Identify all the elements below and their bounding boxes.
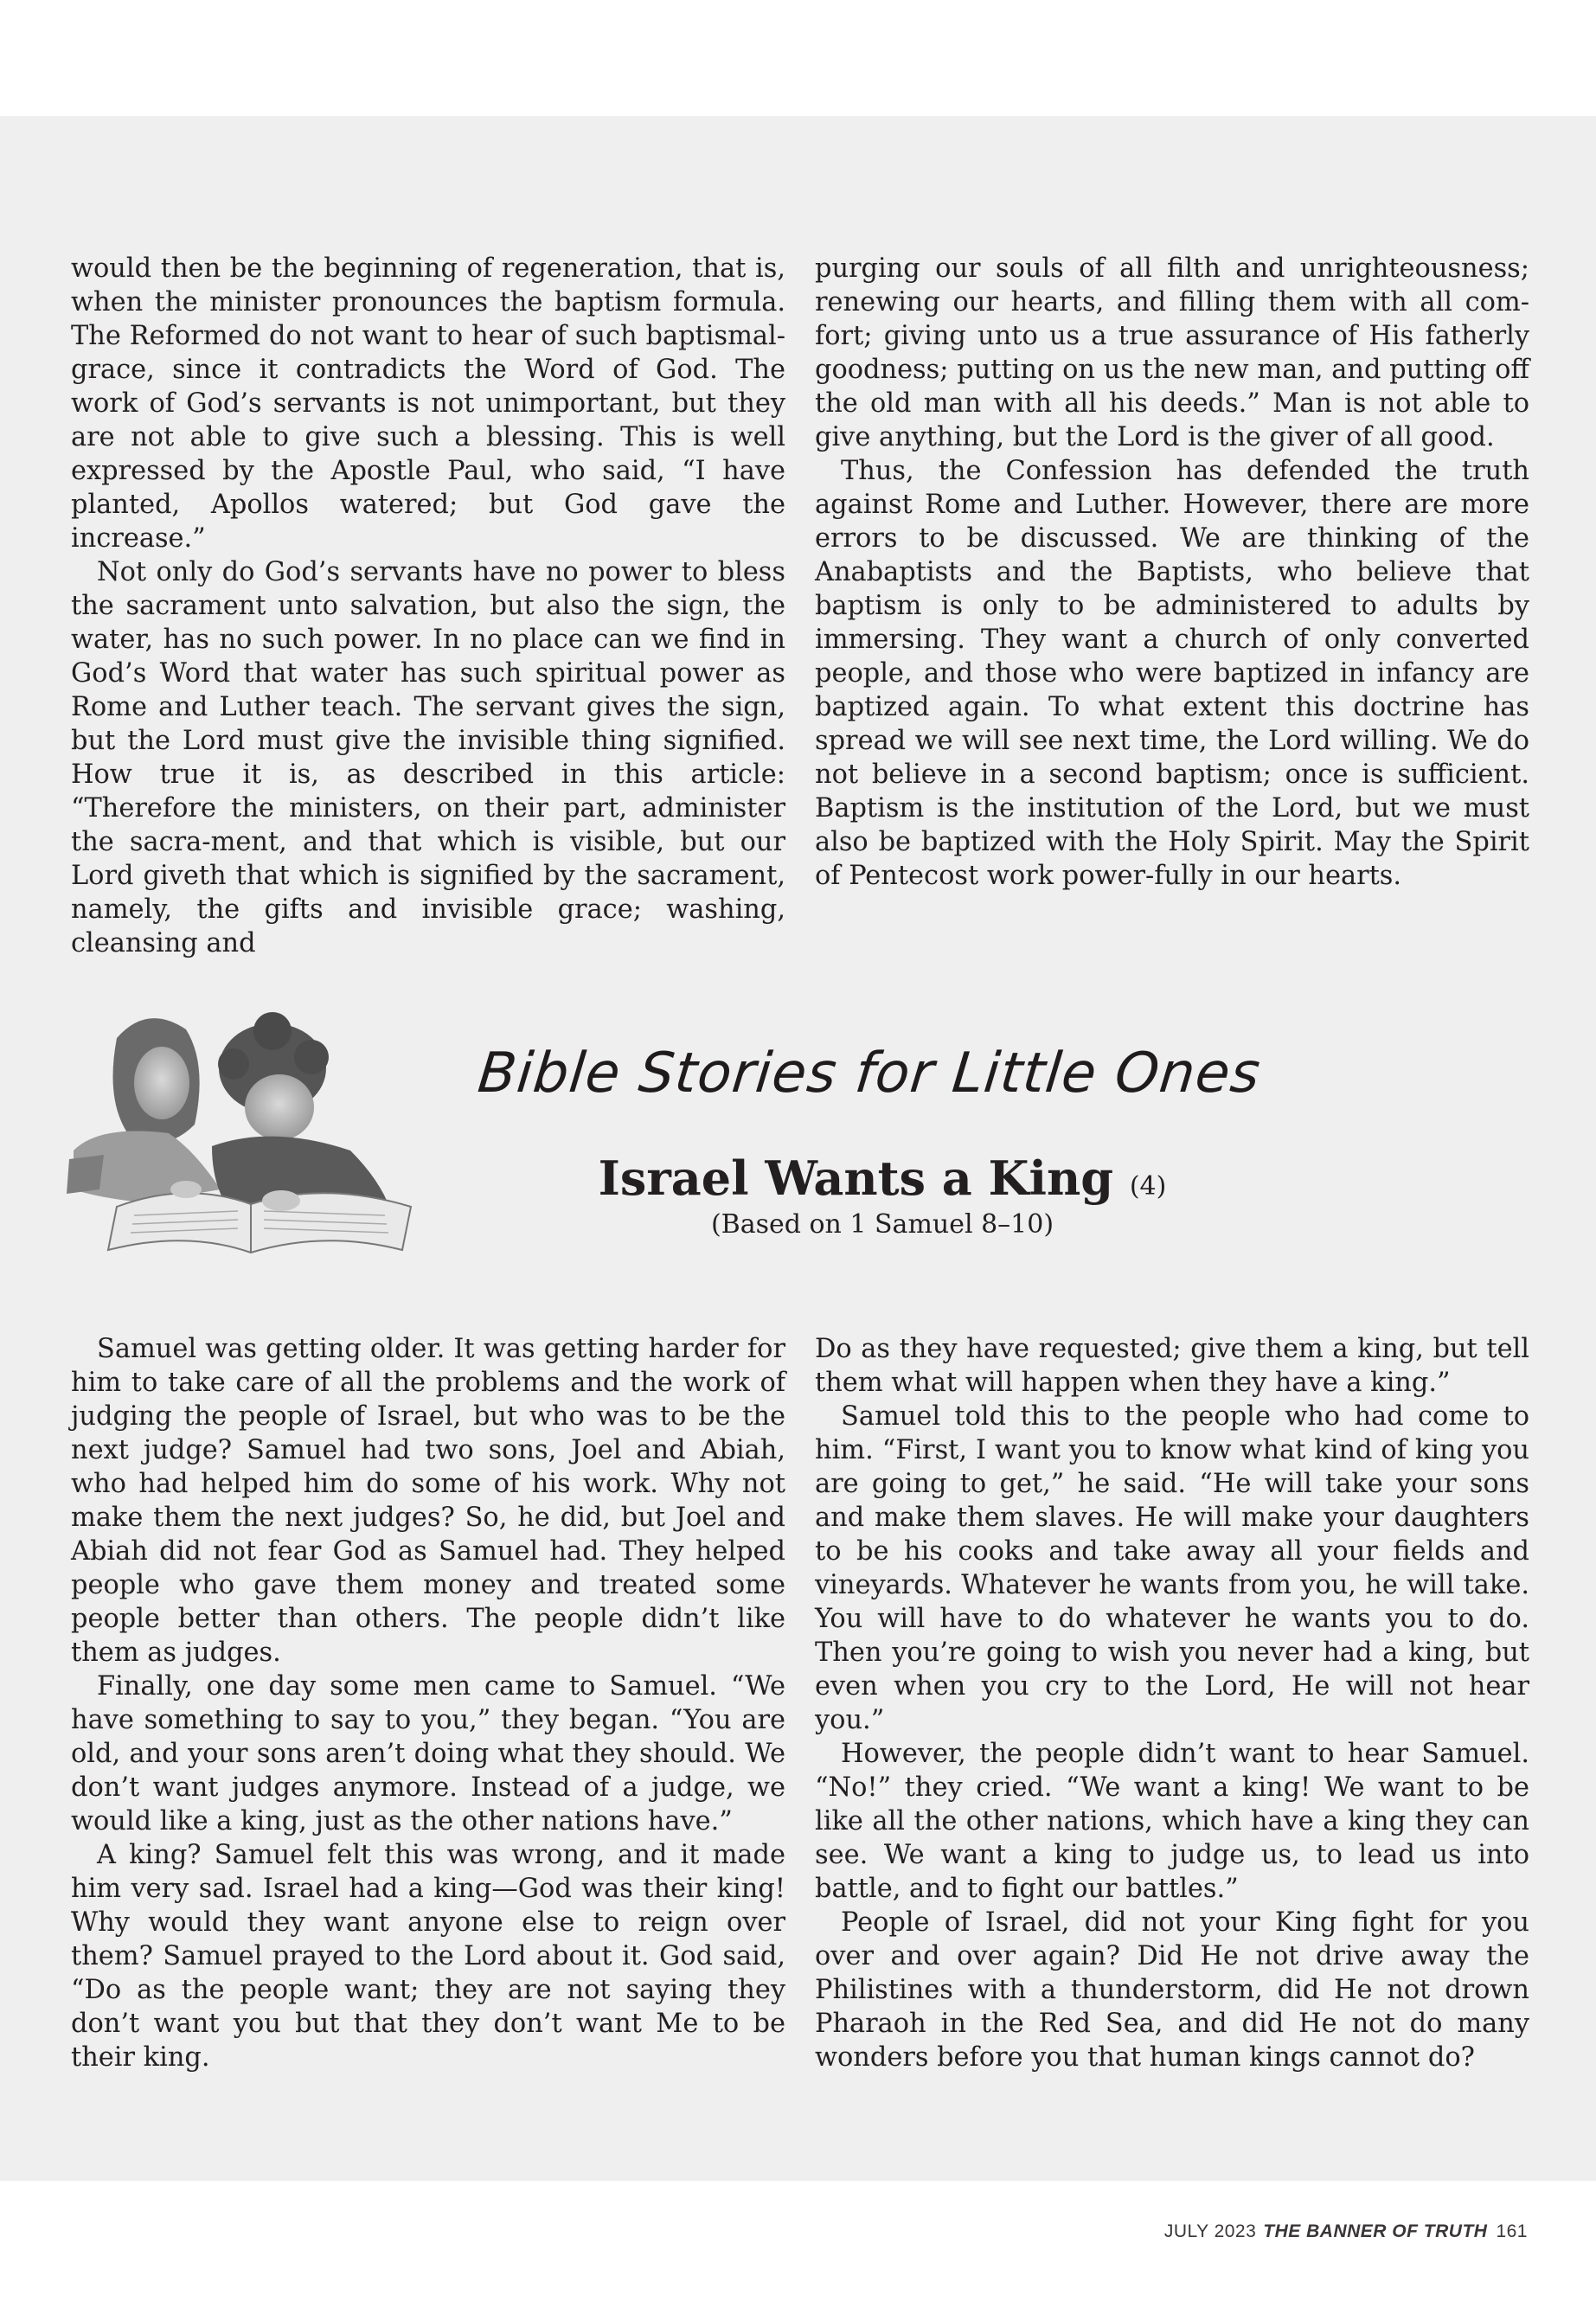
- story-paragraph: People of Israel, did not your King fight for you over and over again? Did He not drive away the Philistines with a thunderstorm, did He not drown Pharaoh in the Red Sea, and did He not do many wonders before you that human kings cannot do?: [815, 1907, 1529, 2073]
- story-paragraph: A king? Samuel felt this was wrong, and it made him very sad. Israel had a king—God was their king! Why would they want anyone else to reign over them? Samuel prayed to the Lord about it. God said, “Do as the people want; they are not saying they don’t want you but that they don’t want Me to be their king.: [71, 1840, 785, 2073]
- story-title-text: Israel Wants a King: [598, 1150, 1114, 1206]
- page: [0, 116, 1596, 2241]
- article-paragraph: would then be the beginning of regeneration, that is, when the minister pronounces the baptism formula. The Reformed do not want to hear of such baptismal-grace, since it contradicts the Word of God. The work of God’s servants is not unimportant, but they are not able to give such a blessing. This is well expressed by the Apostle Paul, who said, “I have planted, Apollos watered; but God gave the increase.”: [71, 253, 785, 554]
- article-paragraph: Thus, the Confession has defended the truth against Rome and Luther. However, there are more errors to be discussed. We are thinking of the Anabaptists and the Baptists, who believe that baptism is only to be administered to adults by immersing. They want a church of only converted people, and those who were baptized in infancy are baptized again. To what extent this doctrine has spread we will see next time, the Lord willing. We do not believe in a second baptism; once is sufficient. Baptism is the institution of the Lord, but we must also be baptized with the Holy Spirit. May the Spirit of Pentecost work power-fully in our hearts.: [815, 456, 1529, 891]
- series-title: Bible Stories for Little Ones: [475, 1042, 1264, 1106]
- article-paragraph: Not only do God’s servants have no power to bless the sacrament unto salvation, but also the sign, the water, has no such power. In no place can we find in God’s Word that water has such spiritual power as Rome and Luther teach. The servant gives the sign, but the Lord must give the invisible thing signified. How true it is, as described in this article: “Therefore the ministers, on their part, administer the sacra-ment, and that which is visible, but our Lord giveth that which is signified by the sacrament, namely, the gifts and invisible grace; washing, cleansing and: [71, 557, 785, 958]
- page-number: 161: [1496, 2221, 1528, 2241]
- story-title: [450, 1150, 1315, 1206]
- story-paragraph: Finally, one day some men came to Samuel. “We have something to say to you,” they began. “You are old, and your sons aren’t doing what they should. We don’t want judges anymore. Instead of a judge, we would like a king, just as the other nations have.”: [71, 1671, 785, 1836]
- children-reading-bible-photo: [65, 1003, 441, 1259]
- story-right-column: [815, 1332, 1529, 2074]
- story-left-column: [71, 1332, 785, 2074]
- article-right-column: [815, 252, 1529, 893]
- article-paragraph: purging our souls of all filth and unrighteousness; renewing our hearts, and filling them with all com-fort; giving unto us a true assurance of His fatherly goodness; putting on us the new man, and putting off the old man with all his deeds.” Man is not able to give anything, but the Lord is the giver of all good.: [815, 253, 1529, 452]
- story-paragraph: Do as they have requested; give them a king, but tell them what will happen when they have a king.”: [815, 1334, 1529, 1398]
- page-footer: [1164, 2221, 1528, 2242]
- story-source: (Based on 1 Samuel 8–10): [710, 1209, 1054, 1240]
- issue-date: JULY 2023: [1163, 2221, 1257, 2241]
- article-left-column: [71, 252, 785, 960]
- story-paragraph: Samuel told this to the people who had come to him. “First, I want you to know what kind of king you are going to get,” he said. “He will take your sons and make them slaves. He will make your daughters to be his cooks and take away all your fields and vineyards. Whatever he wants from you, he will take. You will have to do whatever he wants you to do. Then you’re going to wish you never had a king, but even when you cry to the Lord, He will not hear you.”: [815, 1401, 1529, 1735]
- magazine-name: THE BANNER OF TRUTH: [1263, 2221, 1488, 2241]
- story-paragraph: However, the people didn’t want to hear Samuel. “No!” they cried. “We want a king! We want to be like all the other nations, which have a king they can see. We want a king to judge us, to lead us into battle, and to fight our battles.”: [815, 1739, 1529, 1904]
- story-part-number: (4): [1129, 1171, 1167, 1202]
- story-paragraph: Samuel was getting older. It was getting harder for him to take care of all the problems and the work of judging the people of Israel, but who was to be the next judge? Samuel had two sons, Joel and Abiah, who had helped him do some of his work. Why not make them the next judges? So, he did, but Joel and Abiah did not fear God as Samuel had. They helped people who gave them money and treated some people better than others. The people didn’t like them as judges.: [71, 1334, 785, 1668]
